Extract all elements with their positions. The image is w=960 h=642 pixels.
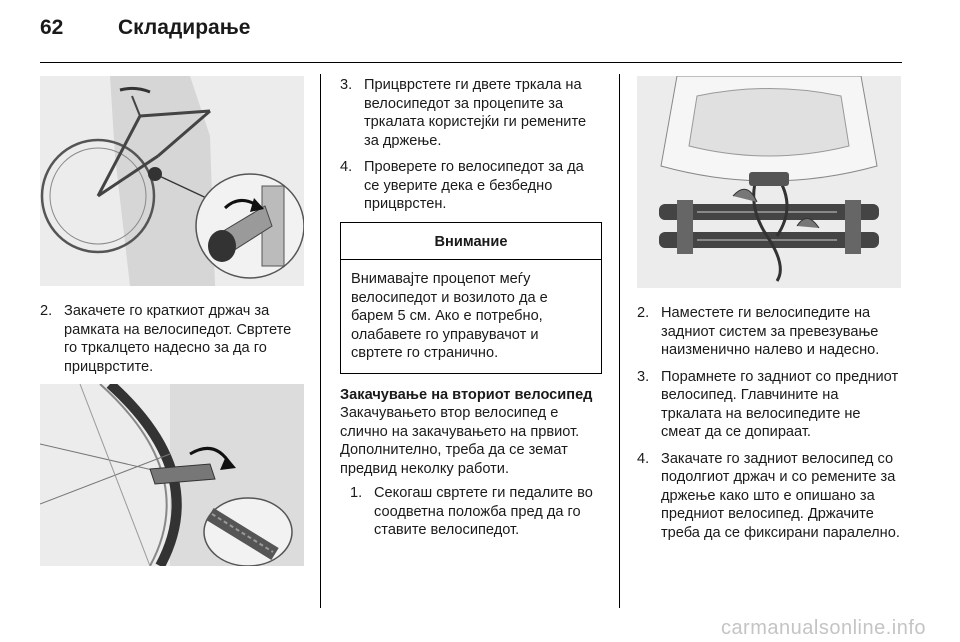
column-1 [40, 76, 304, 566]
header-divider [40, 62, 902, 63]
step-number: 1. [350, 485, 363, 501]
rear-carrier-two-bikes-figure [637, 76, 901, 288]
column-3 [637, 76, 901, 550]
bicycle-rack-clamp-figure [40, 76, 304, 286]
step-text: Наместете ги велосипедите на задниот систем за превезување наизменично налево и надесно. [661, 305, 880, 358]
step-number: 3. [340, 77, 353, 93]
list-item [40, 302, 304, 376]
step-text: Закачате го задниот велосипед со подолгиот држач и со ремените за држење како што е опишано за предниот велосипед. Држачите треба да се фиксирани паралелно. [661, 450, 900, 541]
step-number: 4. [340, 159, 353, 175]
column-divider-2 [619, 74, 620, 608]
steps-list-col2 [340, 76, 602, 214]
page-title: Складирање [118, 16, 251, 39]
steps-list-col3 [637, 304, 901, 542]
step-number: 4. [637, 450, 650, 467]
watermark: carmanualsonline.info [720, 617, 926, 639]
step-text: Закачете го краткиот држач за рамката на велосипедот. Свртете го тркалцето надесно за да го прицврстите. [64, 303, 292, 375]
list-item [637, 450, 901, 543]
list-item [350, 484, 602, 540]
caution-body: Внимавајте процепот меѓу велосипедот и возилото да е барем 5 см. Ако е потребно, олабавете го управувачот и свртете го странично. [351, 271, 548, 361]
list-item [637, 304, 901, 360]
list-item [340, 158, 602, 214]
step-text: Порамнете го задниот со предниот велосипед. Главчините на тркалата на велосипедите не смеат да се допираат. [661, 368, 899, 440]
step-number: 3. [637, 368, 650, 385]
step-text: Проверете го велосипедот за да се уверите дека е безбедно прицврстен. [364, 159, 584, 212]
wheel-strap-figure [40, 384, 304, 566]
caution-title: Внимание [341, 223, 601, 261]
steps-list-col1 [40, 302, 304, 376]
page-header [40, 16, 250, 50]
detail-inset [196, 174, 304, 278]
step-number: 2. [637, 305, 650, 321]
column-divider-1 [320, 74, 321, 608]
list-item [340, 76, 602, 150]
section-heading: Закачување на вториот велосипед [340, 386, 593, 403]
steps-list-col2b [340, 484, 602, 540]
step-text: Прицврстете ги двете тркала на велосипедот за процепите за тркалата користејќи ги ремените за држење. [364, 77, 587, 149]
page-number: 62 [40, 16, 64, 39]
caution-notice [340, 222, 602, 374]
step-text: Секогаш свртете ги педалите во соодветна положба пред да го ставите велосипедот. [374, 485, 593, 538]
step-number: 2. [40, 303, 53, 319]
list-item [637, 368, 901, 442]
detail-inset [204, 498, 292, 566]
section-paragraph: Закачувањето втор велосипед е слично на закачувањето на првиот. Дополнително, треба да се земат предвид неколку работи. [340, 405, 580, 477]
column-2 [340, 76, 602, 548]
